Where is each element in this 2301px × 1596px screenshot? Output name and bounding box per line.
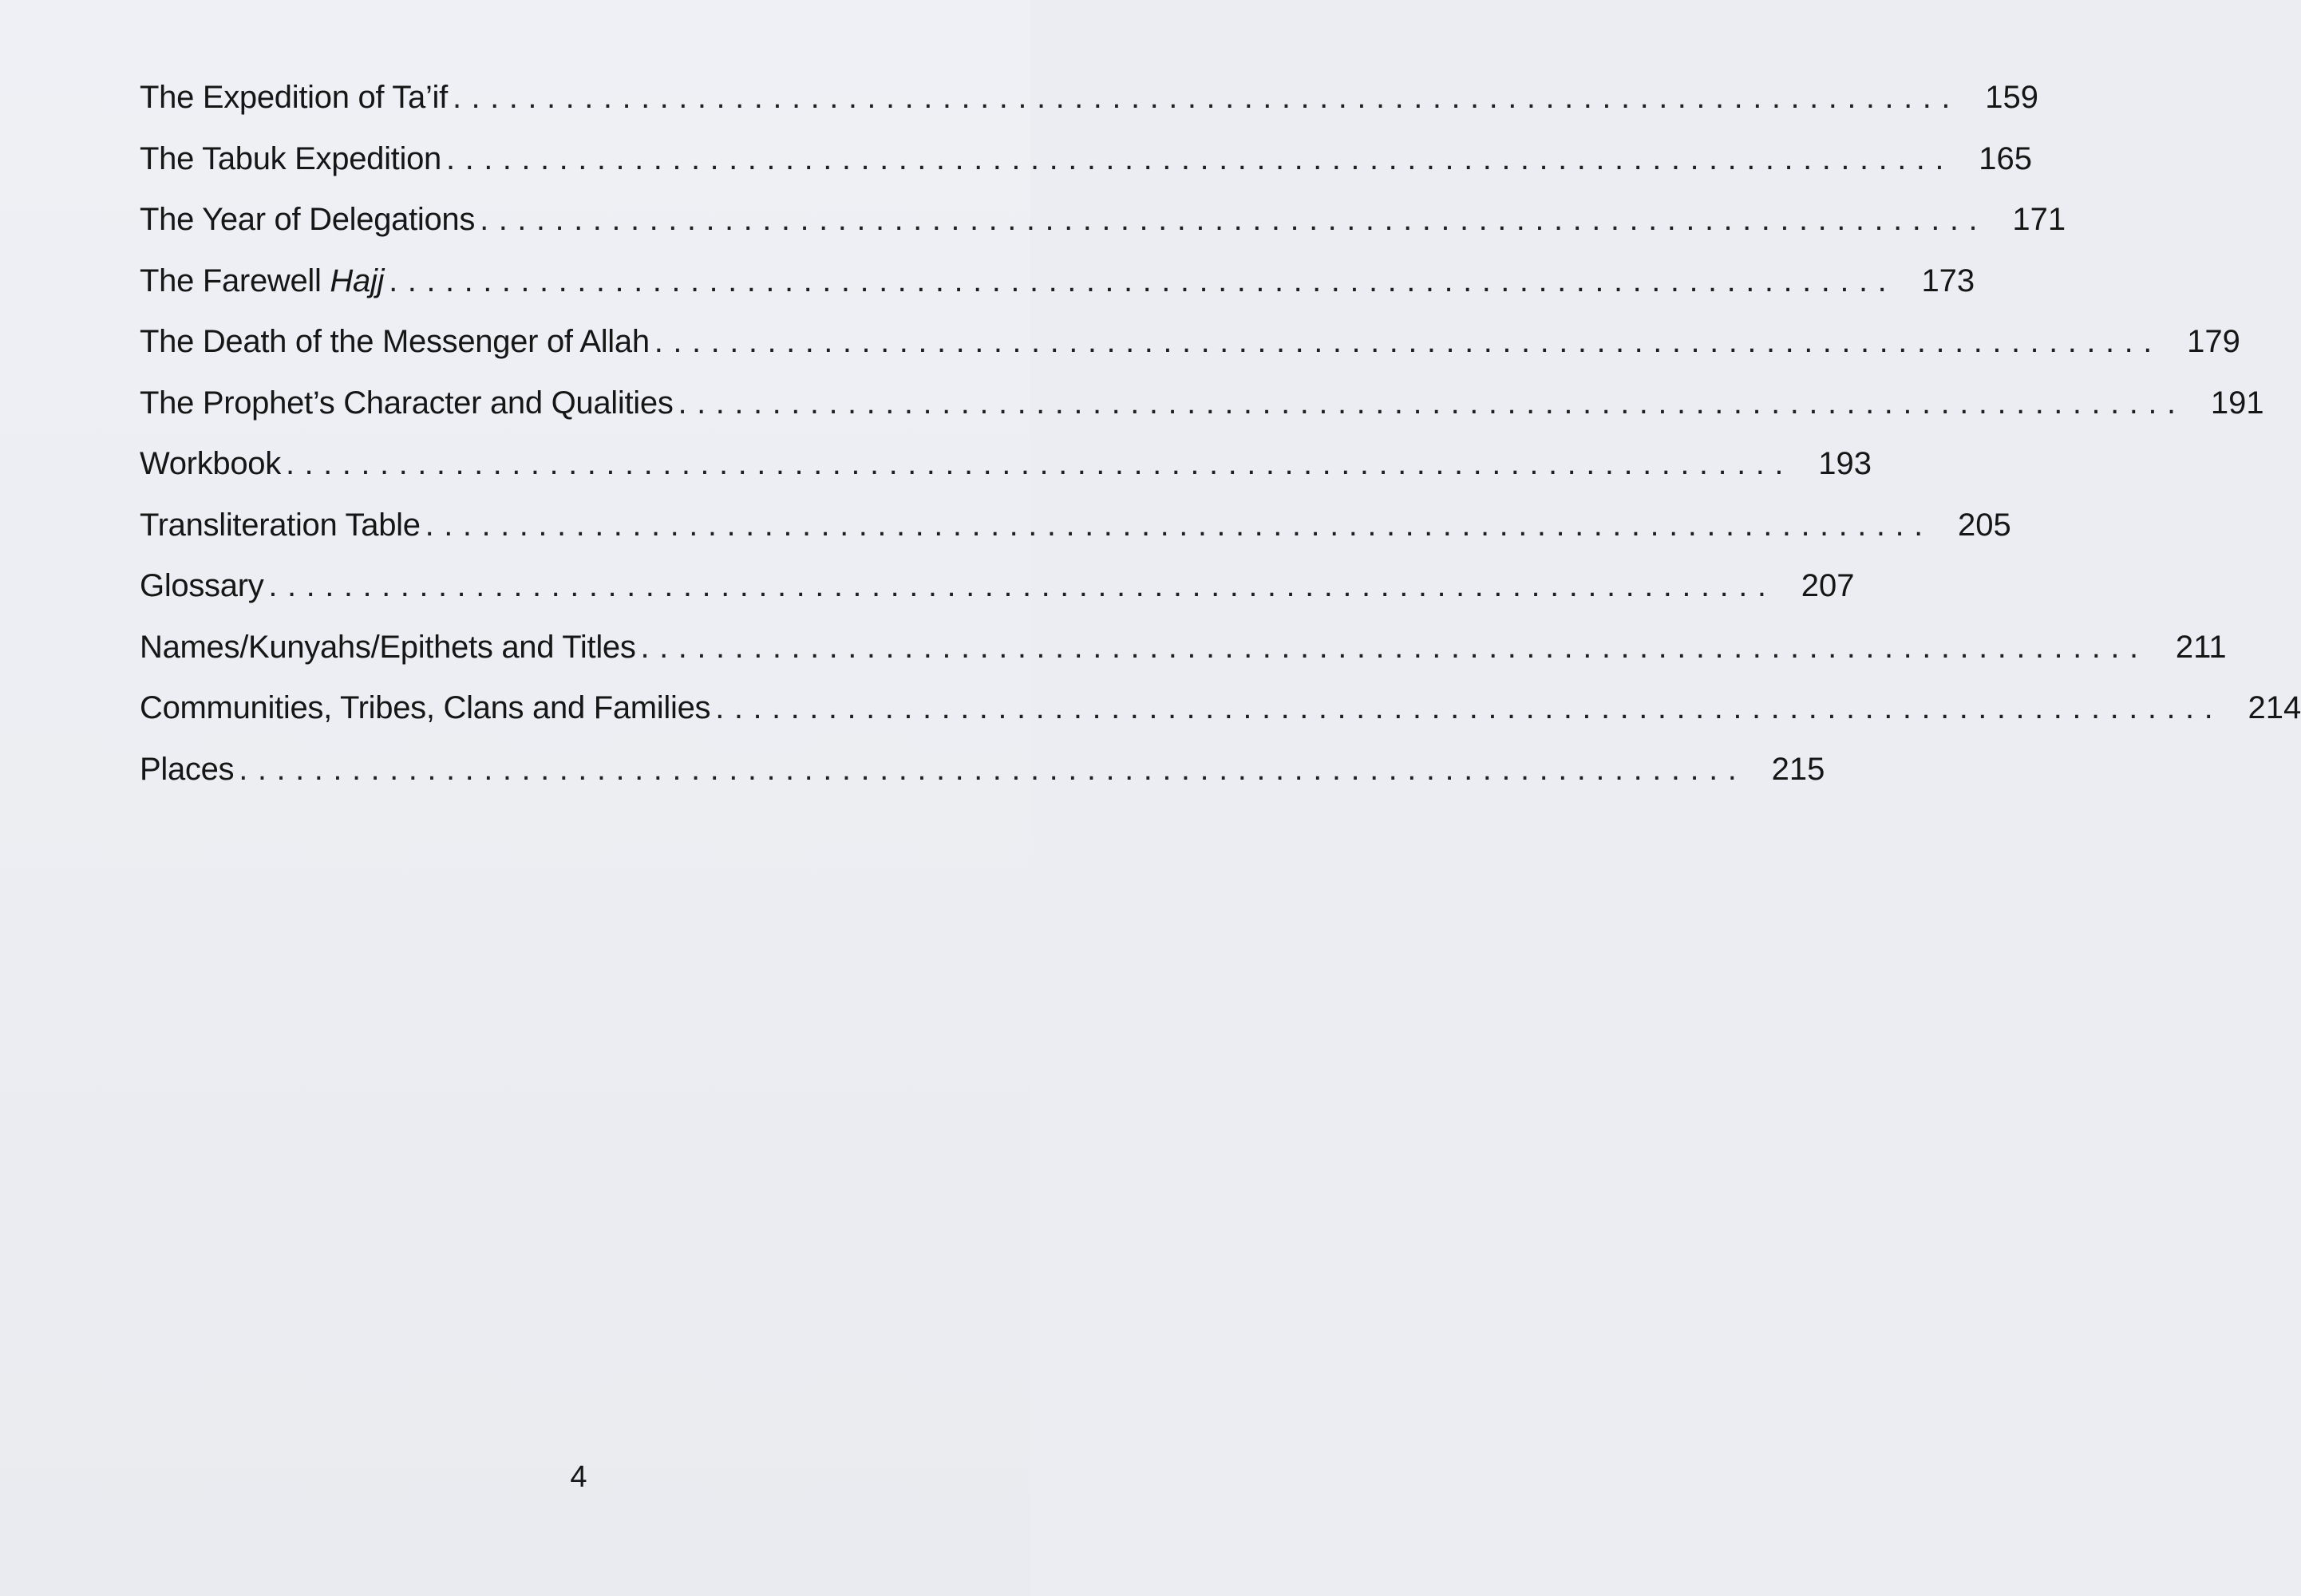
- toc-entry-title-text: The Farewell: [140, 263, 330, 298]
- toc-entry-page: 211: [2175, 629, 2227, 665]
- toc-entry-title: Names/Kunyahs/Epithets and Titles: [140, 629, 636, 665]
- toc-entry-title: The Prophet’s Character and Qualities: [140, 385, 674, 421]
- dot-leader: ................................................................................: [268, 568, 1777, 603]
- toc-entry: [140, 189, 2066, 251]
- dot-leader: ................................................................................: [425, 507, 1933, 543]
- toc-entry: [140, 251, 1975, 312]
- toc-entry-title: The Year of Delegations: [140, 202, 476, 237]
- toc-entry-title: The Death of the Messenger of Allah: [140, 324, 650, 359]
- toc-entry-page: 215: [1771, 751, 1825, 787]
- toc-entry-page: 165: [1979, 140, 2033, 176]
- dot-leader: ................................................................................: [715, 690, 2224, 725]
- toc-entry-page: 191: [2210, 385, 2264, 421]
- dot-leader: ................................................................................: [640, 629, 2149, 665]
- dot-leader: ................................................................................: [389, 263, 1897, 298]
- toc-entry-page: 193: [1818, 446, 1872, 481]
- dot-leader: ................................................................................: [452, 80, 1960, 115]
- dot-leader: ................................................................................: [654, 324, 2162, 359]
- toc-entry-page: 159: [1985, 80, 2038, 115]
- toc-entry-title: Places: [140, 751, 235, 787]
- toc-entry: [140, 739, 1825, 800]
- dot-leader: ................................................................................: [239, 751, 1747, 787]
- toc-entry-title: Workbook: [140, 446, 281, 481]
- toc-entry: [140, 433, 1872, 495]
- toc-entry-title-italic: Hajj: [330, 263, 385, 298]
- toc-entry-title: Transliteration Table: [140, 507, 421, 543]
- dot-leader: ................................................................................: [445, 140, 1955, 176]
- page-number: 4: [570, 1460, 587, 1494]
- dot-leader: ................................................................................: [678, 385, 2186, 421]
- toc-entry: [140, 311, 2240, 373]
- dot-leader: ................................................................................: [285, 446, 1793, 481]
- dot-leader: ................................................................................: [480, 202, 1988, 237]
- toc-entry-page: 214: [2248, 690, 2301, 725]
- toc-entry-title: The Tabuk Expedition: [140, 140, 441, 176]
- toc-entry: [140, 678, 2301, 739]
- toc-entry-title: Glossary: [140, 568, 264, 603]
- toc-entry: [140, 617, 2227, 678]
- toc-entry: [140, 495, 2011, 556]
- toc-entry-title: Communities, Tribes, Clans and Families: [140, 690, 711, 725]
- toc-entry: [140, 67, 2038, 128]
- table-of-contents: [140, 67, 2301, 800]
- toc-entry-page: 205: [1957, 507, 2011, 543]
- toc-entry-title: [140, 251, 384, 312]
- toc-entry-page: 171: [2012, 202, 2066, 237]
- toc-entry-page: 179: [2187, 324, 2240, 359]
- toc-entry: [140, 128, 2033, 190]
- toc-entry: [140, 555, 1855, 617]
- toc-entry-title: The Expedition of Ta’if: [140, 80, 448, 115]
- toc-entry: [140, 373, 2264, 434]
- toc-entry-page: 207: [1801, 568, 1855, 603]
- toc-entry-page: 173: [1921, 263, 1975, 298]
